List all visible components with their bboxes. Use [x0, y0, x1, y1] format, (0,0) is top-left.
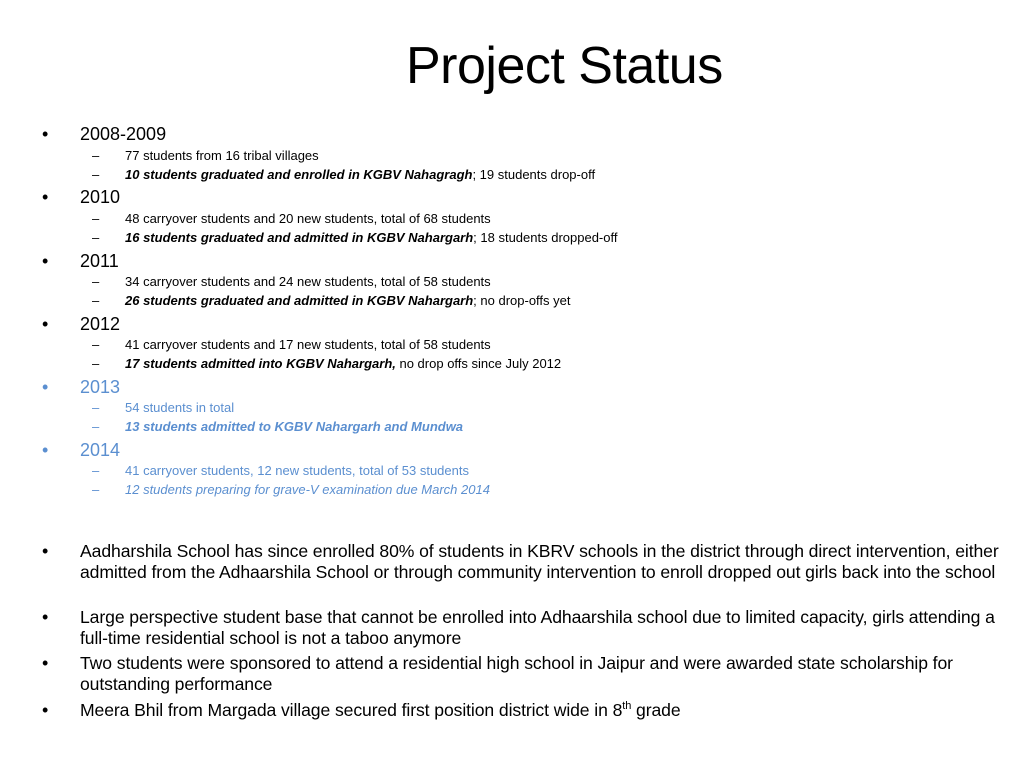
- dash: –: [92, 482, 100, 497]
- item-2010-2: 16 students graduated and admitted in KGBV Nahargarh; 18 students dropped-off: [125, 230, 618, 245]
- year-2008-2009: 2008-2009: [80, 124, 167, 144]
- year-2012: 2012: [80, 314, 121, 334]
- item-2011-2: 26 students graduated and admitted in KGBV Nahargarh; no drop-offs yet: [125, 293, 571, 308]
- bullet-2013: •: [42, 377, 49, 397]
- paragraph-enrollment: Aadharshila School has since enrolled 80% of students in KBRV schools in the district through direct intervention, either admitted from the Adhaarshila School or through community intervention to enroll dropped out girls back into the school: [80, 541, 999, 582]
- paragraph-sponsored: Two students were sponsored to attend a residential high school in Jaipur and were awarded state scholarship for outstanding performance: [80, 653, 953, 694]
- bullet-2012: •: [42, 314, 49, 334]
- dash: –: [92, 293, 100, 308]
- dash: –: [92, 356, 100, 371]
- item-2013-2: 13 students admitted to KGBV Nahargarh and Mundwa: [125, 419, 464, 434]
- bullet-2010: •: [42, 187, 49, 207]
- bullet-2014: •: [42, 440, 49, 460]
- bullet-paragraph-4: •: [42, 700, 49, 720]
- year-2013: 2013: [80, 377, 121, 397]
- dash: –: [92, 230, 100, 245]
- dash: –: [92, 463, 100, 478]
- item-2014-1: 41 carryover students, 12 new students, total of 53 students: [125, 463, 469, 478]
- dash: –: [92, 337, 100, 352]
- year-2011: 2011: [80, 251, 119, 271]
- bullet-paragraph-3: •: [42, 653, 49, 673]
- dash: –: [92, 211, 100, 226]
- item-2012-1: 41 carryover students and 17 new students, total of 58 students: [125, 337, 491, 352]
- dash: –: [92, 400, 100, 415]
- item-2008-1: 77 students from 16 tribal villages: [125, 148, 319, 163]
- item-2012-2: 17 students admitted into KGBV Nahargarh, no drop offs since July 2012: [125, 356, 562, 371]
- item-2013-1: 54 students in total: [125, 400, 235, 415]
- dash: –: [92, 167, 100, 182]
- dash: –: [92, 148, 100, 163]
- item-2014-2: 12 students preparing for grave-V examination due March 2014: [125, 482, 490, 497]
- year-2014: 2014: [80, 440, 121, 460]
- bullet-paragraph-1: •: [42, 541, 49, 561]
- slide-title: Project Status: [406, 37, 723, 95]
- item-2010-1: 48 carryover students and 20 new students, total of 68 students: [125, 211, 491, 226]
- bullet-2011: •: [42, 251, 49, 271]
- dash: –: [92, 419, 100, 434]
- dash: –: [92, 274, 100, 289]
- bullet-paragraph-2: •: [42, 607, 49, 627]
- item-2008-2: 10 students graduated and enrolled in KGBV Nahagragh; 19 students drop-off: [125, 167, 596, 182]
- paragraph-meera-bhil: Meera Bhil from Margada village secured first position district wide in 8th grade: [80, 700, 681, 720]
- item-2011-1: 34 carryover students and 24 new students, total of 58 students: [125, 274, 491, 289]
- year-2010: 2010: [80, 187, 121, 207]
- bullet-2008: •: [42, 124, 49, 144]
- paragraph-student-base: Large perspective student base that cannot be enrolled into Adhaarshila school due to limited capacity, girls attending a full-time residential school is not a taboo anymore: [80, 607, 995, 648]
